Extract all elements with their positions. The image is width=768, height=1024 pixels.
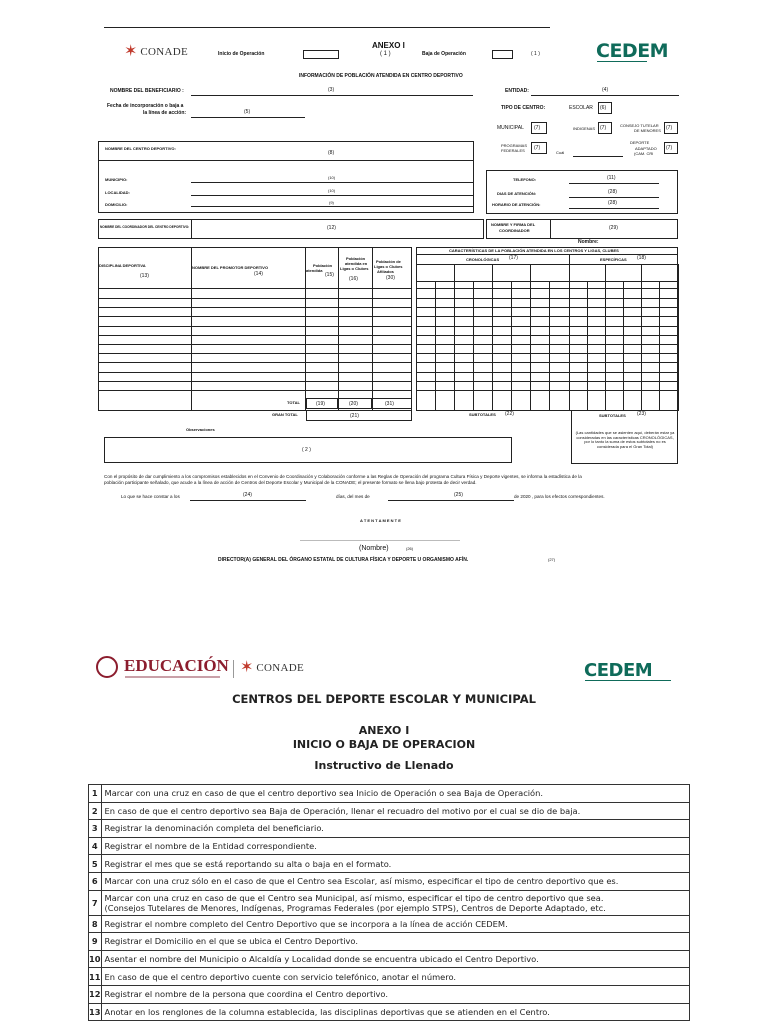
instructivo-row-text: Registrar el nombre de la persona que coordina el Centro deportivo. <box>101 985 689 1003</box>
field-num-11: (11) <box>607 175 616 181</box>
total-label: TOTAL <box>287 400 300 405</box>
crono-header: CRONOLÓGICAS <box>466 257 500 262</box>
caracteristicas-col-divider <box>605 264 606 411</box>
disciplina-row[interactable] <box>98 307 412 308</box>
educacion-subline <box>125 676 220 678</box>
instructivo-inicio-baja: INICIO O BAJA DE OPERACION <box>292 738 476 751</box>
anio-label: de 2020 , para los efectos correspondientes. <box>514 494 605 499</box>
instructivo-row-number: 5 <box>89 855 102 873</box>
instructivo-row-number: 3 <box>89 820 102 838</box>
caracteristicas-row[interactable] <box>416 326 678 327</box>
caracteristicas-col-divider <box>549 281 550 411</box>
instructivo-row <box>89 968 690 986</box>
caracteristicas-col-divider <box>659 281 660 411</box>
total-30-box: (31) <box>372 398 412 409</box>
disciplina-row[interactable] <box>98 362 412 363</box>
atentamente-label: A T E N T A M E N T E <box>360 518 401 523</box>
instructivo-row-text: Registrar el nombre completo del Centro Deportivo que se incorpora a la línea de acción CEDEM. <box>101 915 689 933</box>
subtotales-nota: (Las cantidades que se asienten aquí, deberán estar ya consideradas en las características CRONOLÓGICAS, por lo tanto la suma de estos subtotales no es considerada para el Gran Total) <box>575 430 675 449</box>
field-num-14: (14) <box>254 271 263 277</box>
logo-separator <box>233 660 234 678</box>
caracteristicas-col-divider <box>641 264 642 411</box>
pob-ligas-2: atendida en <box>345 261 368 266</box>
instructivo-row-text: Registrar la denominación completa del beneficiario. <box>101 820 689 838</box>
coordinador-box <box>98 219 484 239</box>
instructivo-row-text: Marcar con una cruz sólo en el caso de que el Centro sea Escolar, así mismo, especificar el tipo de centro deportivo que es. <box>101 872 689 890</box>
caracteristicas-col-divider <box>569 264 570 411</box>
firma-line[interactable] <box>300 540 460 541</box>
field-num-29: (29) <box>609 225 618 231</box>
tipo-centro-label: TIPO DE CENTRO: <box>501 105 546 111</box>
parrafo-linea-1: Con el propósito de dar cumplimiento a los compromisos establecidos en el Convenio de Coordinación y Colaboración conforme a las Reglas de Operación del programa Cultura Física y Deporte vigentes, se informa la estadística de la <box>104 474 582 479</box>
field-num-10a: (10) <box>328 175 336 180</box>
director-label: DIRECTOR(A) GENERAL DEL ÓRGANO ESTATAL DE CULTURA FÍSICA Y DEPORTE U ORGANISMO AFÍN. <box>218 557 469 563</box>
conade-logo-text-2: CONADE <box>256 662 305 674</box>
field-num-15: (15) <box>325 272 334 278</box>
caracteristicas-col-divider <box>530 264 531 411</box>
pob-ligas-b3: Afiliados <box>377 269 394 274</box>
baja-num: ( 1 ) <box>531 51 540 57</box>
gran-total-label: GRAN TOTAL <box>272 412 298 417</box>
field-num-28a: (28) <box>608 189 617 195</box>
anexo-title: ANEXO I <box>372 41 405 50</box>
caracteristicas-col-divider <box>587 281 588 411</box>
disciplina-header: DISCIPLINA DEPORTIVA <box>99 263 146 268</box>
nombre-label: Nombre: <box>578 239 599 245</box>
top-rule <box>104 27 550 28</box>
caracteristicas-col-divider <box>678 264 679 411</box>
instructivo-row-number: 9 <box>89 933 102 951</box>
instructivo-row <box>89 915 690 933</box>
caracteristicas-row[interactable] <box>416 335 678 336</box>
firma-divider <box>550 219 551 239</box>
instructivo-row-number: 4 <box>89 837 102 855</box>
domicilio-field[interactable] <box>191 206 473 207</box>
caracteristicas-col-divider <box>473 281 474 411</box>
instructivo-anexo: ANEXO I <box>358 724 410 737</box>
cual-field[interactable] <box>573 156 623 157</box>
conade-figure-icon: ✶ <box>124 43 138 60</box>
total-15-box: (19) <box>306 398 338 409</box>
instructivo-table <box>88 784 690 1021</box>
instructivo-row <box>89 872 690 890</box>
caracteristicas-row[interactable] <box>416 353 678 354</box>
instructivo-row-number: 1 <box>89 785 102 803</box>
subtotales-label-1: SUBTOTALES <box>469 412 496 417</box>
instructivo-row-number: 7 <box>89 890 102 915</box>
instructivo-row <box>89 890 690 915</box>
instructivo-row-text: Registrar el mes que se está reportando su alta o baja en el formato. <box>101 855 689 873</box>
instructivo-row <box>89 985 690 1003</box>
instructivo-row-text: Asentar el nombre del Municipio o Alcaldía y Localidad donde se encuentra ubicado el Centro Deportivo. <box>101 950 689 968</box>
field-num-9: (9) <box>329 200 334 205</box>
caracteristicas-row[interactable] <box>416 344 678 345</box>
baja-checkbox[interactable] <box>492 50 513 59</box>
instructivo-row-number: 6 <box>89 872 102 890</box>
escolar-label: ESCOLAR <box>569 105 593 111</box>
indigenas-label: INDIGENAS <box>573 126 596 131</box>
deporte-label-2: ADAPTADO <box>635 146 657 151</box>
instructivo-row <box>89 855 690 873</box>
instructivo-llenado: Instructivo de Llenado <box>314 759 454 772</box>
centro-label: NOMBRE DEL CENTRO DEPORTIVO: <box>105 146 176 151</box>
localidad-field[interactable] <box>191 195 473 196</box>
caracteristicas-col-divider <box>454 264 455 411</box>
field-num-30: (30) <box>386 275 395 281</box>
subheader-top <box>416 264 678 265</box>
inicio-label: Inicio de Operación <box>218 51 265 57</box>
disciplina-row[interactable] <box>98 316 412 317</box>
field-num-12: (12) <box>327 225 336 231</box>
instructivo-row <box>89 802 690 820</box>
especif-header: ESPECÍFICAS <box>600 257 627 262</box>
field-num-17: (17) <box>509 255 518 261</box>
mes-field[interactable] <box>388 500 514 501</box>
deporte-label-1: DEPORTE <box>630 140 650 145</box>
field-num-2: ( 2 ) <box>302 447 311 453</box>
dias-constar-field[interactable] <box>190 500 306 501</box>
instructivo-row-text: Registrar el Domicilio en el que se ubica el Centro Deportivo. <box>101 933 689 951</box>
dias-field[interactable] <box>569 197 659 198</box>
educacion-seal-icon <box>96 656 118 678</box>
promotor-header: NOMBRE DEL PROMOTOR DEPORTIVO <box>192 265 269 270</box>
disciplina-row[interactable] <box>98 381 412 382</box>
municipio-label: MUNICIPIO: <box>105 177 128 182</box>
poblacion-header-1: Población <box>313 263 333 268</box>
field-num-18: (18) <box>637 255 646 261</box>
pob-ligas-b2: Ligas o Clubes <box>374 264 403 269</box>
caracteristicas-row[interactable] <box>416 362 678 363</box>
consejo-label-2: DE MENORES <box>634 128 661 133</box>
hace-constar-label: Lo que se hace constar a los <box>121 494 180 499</box>
instructivo-row-text: Marcar con una cruz en caso de que el Centro sea Municipal, así mismo, especificar el tipo de centro deportivo que sea. (Consejos Tutelares de Menores, Indígenas, Programas Federales (por ejemplo STPS), Centros de Deporte Adaptado, etc. <box>101 890 689 915</box>
caracteristicas-row[interactable] <box>416 381 678 382</box>
field-num-26: (26) <box>406 546 414 551</box>
programas-label-1: PROGRAMAS <box>501 143 528 148</box>
beneficiario-label: NOMBRE DEL BENEFICIARIO : <box>110 88 184 94</box>
caracteristicas-col-divider <box>511 281 512 411</box>
total-16-box: (20) <box>338 398 372 409</box>
disciplina-row[interactable] <box>98 335 412 336</box>
deporte-checkbox[interactable]: (7) <box>664 142 678 154</box>
instructivo-row-number: 13 <box>89 1003 102 1021</box>
beneficiario-field[interactable] <box>191 95 473 96</box>
instructivo-row-number: 8 <box>89 915 102 933</box>
firma-label-1: NOMBRE Y FIRMA DEL <box>491 222 536 227</box>
gran-total-box: (21) <box>306 410 412 421</box>
field-num-13: (13) <box>140 273 149 279</box>
field-num-22: (22) <box>505 411 514 417</box>
localidad-label: LOCALIDAD: <box>105 190 130 195</box>
caracteristicas-row[interactable] <box>416 307 678 308</box>
indigenas-checkbox[interactable]: (7) <box>598 122 612 134</box>
nombre-firma-label: (Nombre) <box>359 545 389 552</box>
horario-field[interactable] <box>569 208 659 209</box>
telefono-field[interactable] <box>569 183 659 184</box>
instructivo-row <box>89 820 690 838</box>
escolar-checkbox[interactable]: (6) <box>598 102 612 114</box>
instructivo-row <box>89 950 690 968</box>
centro-box-divider <box>98 160 474 161</box>
instructivo-row-number: 12 <box>89 985 102 1003</box>
deporte-label-3: (CAM. CRI <box>634 151 654 156</box>
caracteristicas-col-divider <box>623 281 624 411</box>
firma-label-2: COORDINADOR <box>499 228 530 233</box>
subheader-bottom <box>416 281 678 282</box>
observaciones-label: Observaciones <box>186 427 215 432</box>
coordinador-label: NOMBRE DEL COORDINADOR DEL CENTRO DEPORTIVO: <box>100 224 190 229</box>
fecha-field[interactable] <box>191 117 305 118</box>
instructivo-title: CENTROS DEL DEPORTE ESCOLAR Y MUNICIPAL <box>232 692 536 706</box>
caracteristicas-header: CARACTERÍSTICAS DE LA POBLACIÓN ATENDIDA EN LOS CENTROS Y LIGAS, CLUBES <box>449 248 619 253</box>
dias-label: DIAS DE ATENCIÓN: <box>497 191 537 196</box>
disciplina-row[interactable] <box>98 390 412 391</box>
anexo-title-num: ( 1 ) <box>380 51 391 57</box>
instructivo-row-number: 10 <box>89 950 102 968</box>
disciplina-row[interactable] <box>98 353 412 354</box>
instructivo-row-text: Registrar el nombre de la Entidad correspondiente. <box>101 837 689 855</box>
conade-logo <box>124 44 188 60</box>
domicilio-label: DOMICILIO: <box>105 202 128 207</box>
instructivo-row <box>89 837 690 855</box>
instructivo-row-number: 2 <box>89 802 102 820</box>
field-num-25: (25) <box>454 492 463 498</box>
consejo-checkbox[interactable]: (7) <box>664 122 678 134</box>
caracteristicas-row[interactable] <box>416 298 678 299</box>
caracteristicas-col-divider <box>435 281 436 411</box>
programas-label-2: FEDERALES <box>501 148 525 153</box>
field-num-16: (16) <box>349 276 358 282</box>
field-num-24: (24) <box>243 492 252 498</box>
municipal-label: MUNICIPAL <box>497 125 524 131</box>
entidad-label: ENTIDAD: <box>505 88 529 94</box>
baja-label: Baja de Operación <box>422 51 466 57</box>
mf-row-bottom <box>416 288 678 289</box>
pob-ligas-b1: Población de <box>376 259 401 264</box>
pob-ligas-1: Población <box>346 256 366 261</box>
coordinador-divider <box>191 219 192 239</box>
cedem-logo-bottom: CEDEM <box>584 660 653 681</box>
cedem-logo-top: CEDEM <box>596 40 669 62</box>
caracteristicas-col-divider <box>492 264 493 411</box>
dias-mes-label: días, del mes de <box>336 494 370 499</box>
municipio-field[interactable] <box>191 182 473 183</box>
field-num-10b: (10) <box>328 188 336 193</box>
instructivo-row <box>89 933 690 951</box>
caracteristicas-table <box>416 247 678 411</box>
field-num-23: (23) <box>637 411 646 417</box>
instructivo-row-number: 11 <box>89 968 102 986</box>
cual-label: Cuál <box>556 150 565 155</box>
conade-logo-text: CONADE <box>140 46 189 58</box>
centro-deportivo-box <box>98 141 474 213</box>
disciplina-row[interactable] <box>98 326 412 327</box>
entidad-field[interactable] <box>531 95 679 96</box>
field-num-5: (5) <box>244 109 251 115</box>
instructivo-row-text: Anotar en los renglones de la columna establecida, las disciplinas deportivas que se atienden en el Centro. <box>101 1003 689 1021</box>
instructivo-row-text: En caso de que el centro deportivo sea Baja de Operación, llenar el recuadro del motivo por el cual se dio de baja. <box>101 802 689 820</box>
caracteristicas-row[interactable] <box>416 372 678 373</box>
field-num-28b: (28) <box>608 200 617 206</box>
fecha-label-1: Fecha de incorporación o baja a <box>107 103 184 109</box>
disciplina-row[interactable] <box>98 344 412 345</box>
poblacion-header-2: atendida <box>306 268 323 273</box>
inicio-checkbox[interactable] <box>303 50 339 59</box>
subtotales-label-2: SUBTOTALES <box>599 413 626 418</box>
conade-logo-2 <box>240 660 304 676</box>
telefono-label: TELEFONO: <box>513 177 537 182</box>
field-num-8: (8) <box>328 150 335 156</box>
header-bottom <box>98 288 412 289</box>
disciplina-row[interactable] <box>98 372 412 373</box>
instructivo-row-text: En caso de que el centro deportivo cuente con servicio telefónico, anotar el número. <box>101 968 689 986</box>
col-div-3 <box>338 247 339 411</box>
col-div-1 <box>191 247 192 411</box>
conade-figure-icon-2: ✶ <box>240 659 254 676</box>
educacion-logo: EDUCACIÓN <box>124 656 229 675</box>
cedem-underline-2 <box>585 680 671 681</box>
caracteristicas-row[interactable] <box>416 316 678 317</box>
col-div-4 <box>372 247 373 411</box>
instructivo-row-text: Marcar con una cruz en caso de que el centro deportivo sea Inicio de Operación o sea Baja de Operación. <box>101 785 689 803</box>
programas-checkbox[interactable]: (7) <box>531 142 547 154</box>
instructivo-row <box>89 785 690 803</box>
cedem-underline <box>597 61 647 62</box>
disciplina-row[interactable] <box>98 298 412 299</box>
fecha-label-2: la línea de acción: <box>143 110 187 116</box>
form-subtitle: INFORMACIÓN DE POBLACIÓN ATENDIDA EN CENTRO DEPORTIVO <box>299 73 463 79</box>
instructivo-row <box>89 1003 690 1021</box>
caracteristicas-row[interactable] <box>416 390 678 391</box>
field-num-4: (4) <box>602 87 609 93</box>
municipal-checkbox[interactable]: (7) <box>531 122 547 134</box>
horario-label: HORARIO DE ATENCIÓN: <box>492 202 541 207</box>
parrafo-linea-2: población participante señalado, que acude a la línea de acción de Centros del Deporte Escolar y Municipal de la CONADE; el presente formato se llena bajo protesta de decir verdad. <box>104 480 477 485</box>
consejo-label-1: CONSEJO TUTELAR <box>620 123 659 128</box>
field-num-27: (27) <box>548 557 556 562</box>
pob-ligas-3: Ligas o Clubes <box>340 266 369 271</box>
field-num-3: (3) <box>328 87 335 93</box>
caracteristicas-col-divider <box>416 264 417 411</box>
